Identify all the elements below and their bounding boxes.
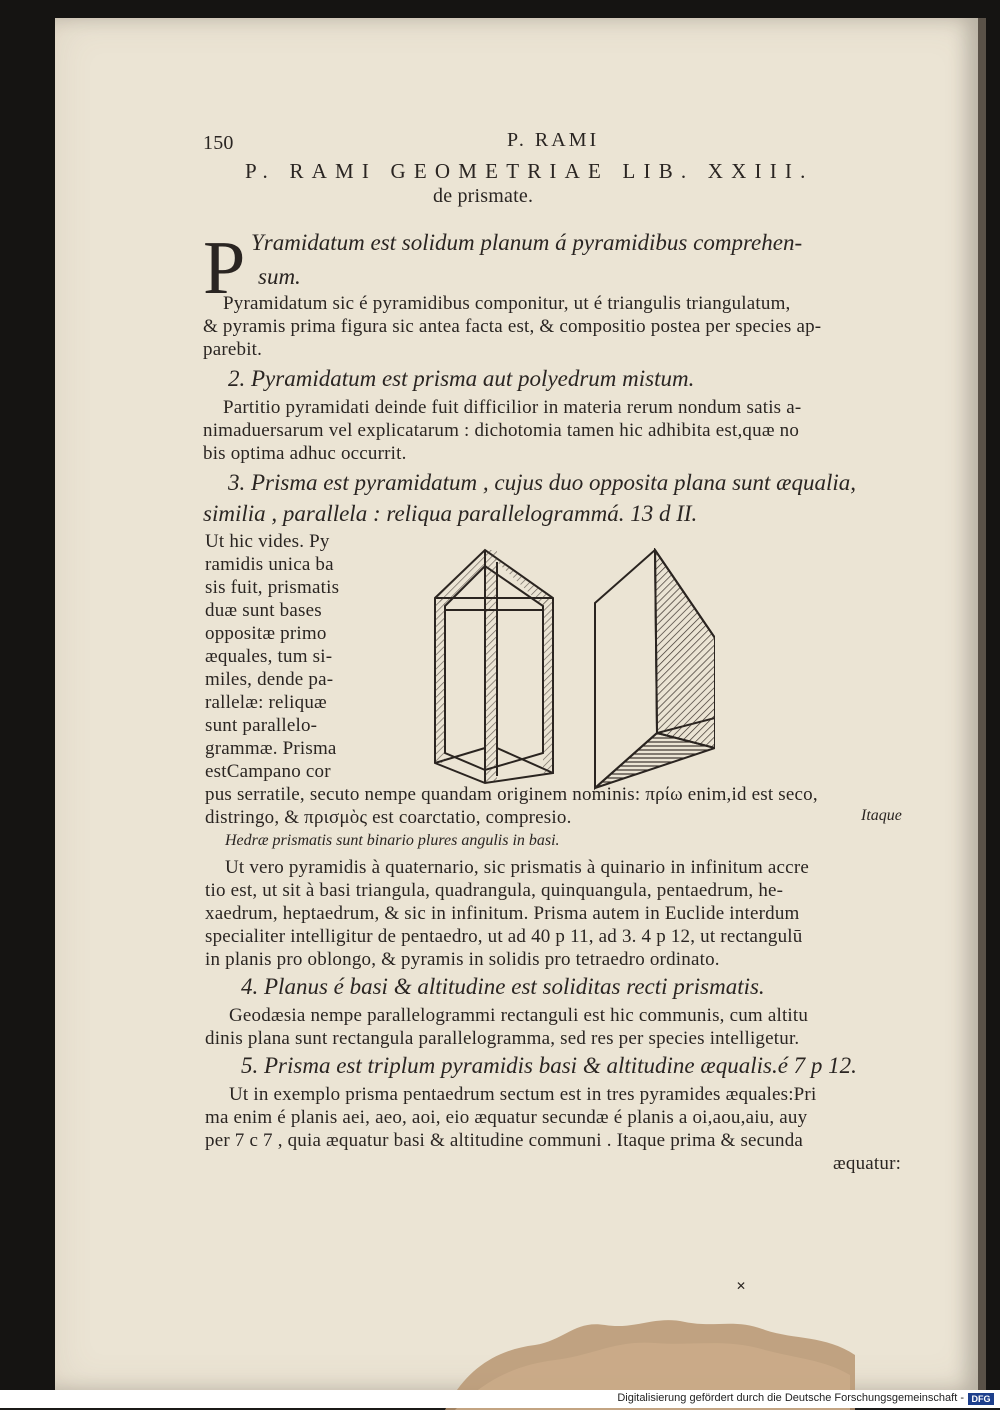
running-head-author: P. RAMI: [507, 129, 600, 151]
side-text-line-9: sunt parallelo-: [205, 715, 318, 736]
paragraph-2-line-3: bis optima adhuc occurrit.: [203, 443, 407, 464]
side-text-line-1: Ut hic vides. Py: [205, 531, 330, 552]
paragraph-5-line-1: Geodæsia nempe parallelogrammi rectanguli est hic communis, cum altitu: [229, 1005, 809, 1026]
paragraph-2-line-1: Partitio pyramidati deinde fuit difficilior in materia rerum nondum satis a-: [223, 397, 802, 418]
paragraph-4-line-3: xaedrum, heptaedrum, & sic in infinitum. Prisma autem in Euclide interdum: [205, 903, 800, 924]
paragraph-3-line-2: distringo, & πρισμὸς est coarctatio, compresio.: [205, 807, 572, 828]
paragraph-4-line-1: Ut vero pyramidis à quaternario, sic prismatis à quinario in infinitum accre: [225, 857, 809, 878]
footer-bar: [0, 1390, 1000, 1408]
paragraph-1-line-1: Pyramidatum sic é pyramidibus componitur, ut é triangulis triangulatum,: [223, 293, 791, 314]
footer-credit: Digitalisierung gefördert durch die Deutsche Forschungsgemeinschaft -: [617, 1392, 964, 1404]
page-number: 150: [203, 132, 234, 154]
paragraph-4-line-4: specialiter intelligitur de pentaedro, ut ad 40 p 11, ad 3. 4 p 12, ut rectangulū: [205, 926, 803, 947]
dfg-logo: DFG: [968, 1393, 994, 1405]
side-text-line-10: grammæ. Prisma: [205, 738, 337, 759]
paragraph-6-line-2: ma enim é planis aei, aeo, aoi, eio æquatur secundæ é planis a oi,aou,aiu, auy: [205, 1107, 808, 1128]
side-text-line-3: sis fuit, prismatis: [205, 577, 340, 598]
definition-3-line-1: 3. Prisma est pyramidatum , cujus duo opposita plana sunt æqualia,: [228, 470, 857, 495]
margin-catchword-itaque: Itaque: [861, 807, 902, 824]
side-text-line-11: estCampano cor: [205, 761, 331, 782]
side-text-line-5: oppositæ primo: [205, 623, 327, 644]
solid-prism: [595, 550, 715, 788]
side-text-line-6: æquales, tum si-: [205, 646, 333, 667]
side-text-line-2: ramidis unica ba: [205, 554, 334, 575]
definition-1-line-1: Yramidatum est solidum planum á pyramidibus comprehen-: [251, 230, 803, 255]
paragraph-6-line-3: per 7 c 7 , quia æquatur basi & altitudine communi . Itaque prima & secunda: [205, 1130, 804, 1151]
chapter-title: P. RAMI GEOMETRIAE LIB. XXIII.: [245, 159, 814, 183]
definition-5: 5. Prisma est triplum pyramidis basi & altitudine æqualis.é 7 p 12.: [241, 1053, 857, 1078]
catchword: æquatur:: [833, 1153, 902, 1174]
paragraph-1-line-3: parebit.: [203, 339, 263, 360]
prism-woodcut-figure: [415, 548, 715, 798]
paragraph-4-line-5: in planis pro oblongo, & pyramis in solidis pro tetraedro ordinato.: [205, 949, 720, 970]
definition-1-line-2: sum.: [258, 264, 301, 289]
paragraph-2-line-2: nimaduersarum vel explicatarum : dichotomia tamen hic adhibita est,quæ no: [203, 420, 800, 441]
side-text-line-7: miles, dende pa-: [205, 669, 334, 690]
paragraph-3-line-1: pus serratile, secuto nempe quandam originem nominis: πρίω enim,id est seco,: [205, 784, 818, 805]
definition-2: 2. Pyramidatum est prisma aut polyedrum mistum.: [228, 366, 695, 391]
chapter-subtitle: de prismate.: [433, 185, 534, 207]
paragraph-6-line-1: Ut in exemplo prisma pentaedrum sectum est in tres pyramides æquales:Pri: [229, 1084, 817, 1105]
definition-3-line-2: similia , parallela : reliqua parallelogrammá. 13 d II.: [203, 501, 698, 526]
hedrae-statement: Hedræ prismatis sunt binario plures angulis in basi.: [225, 832, 560, 849]
side-text-line-4: duæ sunt bases: [205, 600, 322, 621]
book-page: [55, 18, 980, 1390]
drop-cap: P: [203, 226, 246, 310]
page-edge: [978, 18, 986, 1390]
paragraph-5-line-2: dinis plana sunt rectangula parallelogramma, sed res per species intelligetur.: [205, 1028, 800, 1049]
stray-mark: ✕: [736, 1279, 747, 1293]
paragraph-1-line-2: & pyramis prima figura sic antea facta est, & compositio postea per species ap-: [203, 316, 822, 337]
paragraph-4-line-2: tio est, ut sit à basi triangula, quadrangula, quinquangula, pentaedrum, he-: [205, 880, 784, 901]
definition-4: 4. Planus é basi & altitudine est soliditas recti prismatis.: [241, 974, 765, 999]
side-text-line-8: rallelæ: reliquæ: [205, 692, 327, 713]
